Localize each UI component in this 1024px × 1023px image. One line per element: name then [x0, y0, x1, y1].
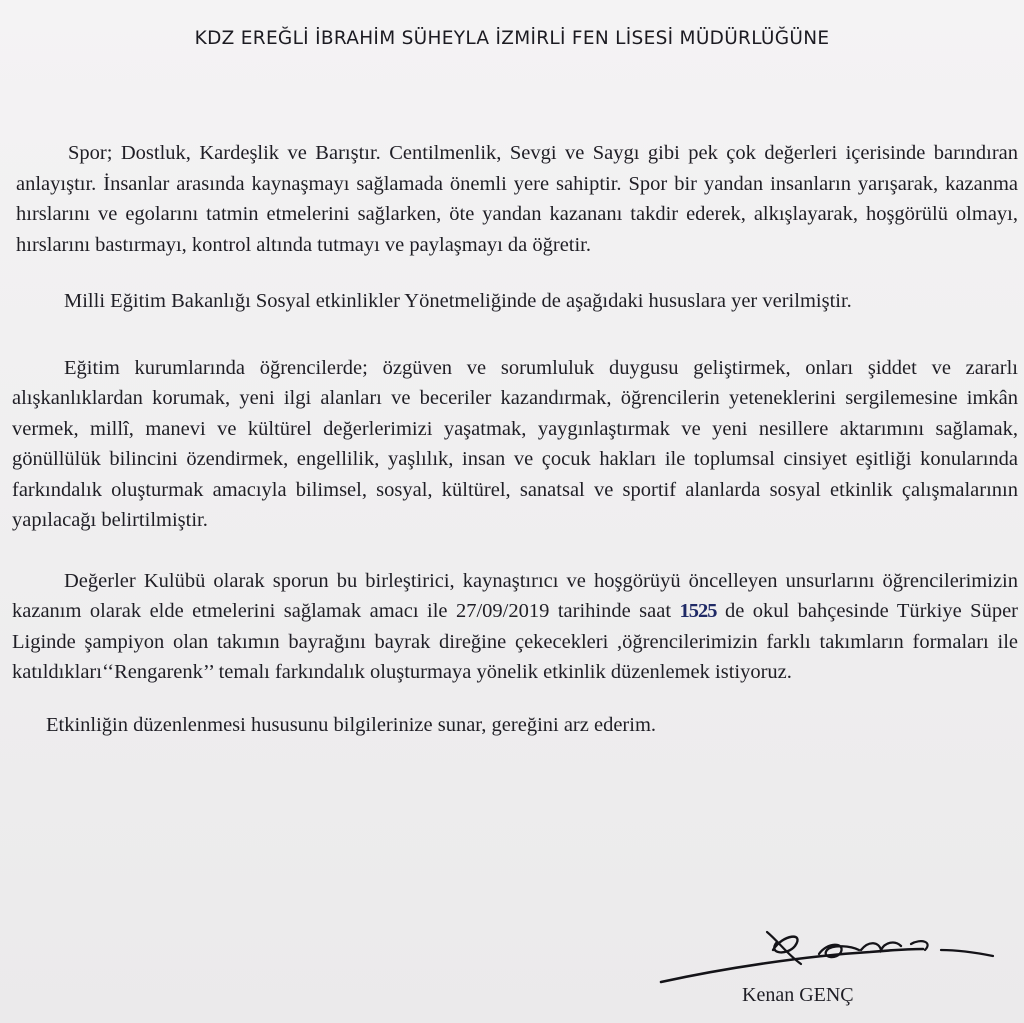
paragraph-4	[12, 566, 1018, 688]
paragraph-3: Eğitim kurumlarında öğrencilerde; özgüven ve sorumluluk duygusu geliştirmek, onları şiddet ve zararlı alışkanlıklardan korumak, yeni ilgi alanları ve beceriler kazandırmak, öğrencilerin yeteneklerini sergilemesine imkân vermek, millî, manevi ve kültürel değerlerimizi yaşatmak, yaygınlaştırmak ve yeni nesillere aktarımını sağlamak, gönüllülük bilincini özendirmek, engellilik, yaşlılık, insan ve çocuk hakları ile toplumsal cinsiyet eşitliği konularında farkındalık oluşturmak amacıyla bilimsel, sosyal, kültürel, sanatsal ve sportif alanlarda sosyal etkinlik çalışmalarının yapılacağı belirtilmiştir.	[12, 356, 1018, 531]
signer-name: Kenan GENÇ	[742, 984, 854, 1006]
paragraph-4-after-time: de okul bahçesinde Türkiye Süper Liginde şampiyon olan takımın bayrağını bayrak direğine çekecekleri ,öğrencilerimizin farklı takımların formaları ile katıldıkları‘‘Rengarenk’’ temalı farkındalık oluşturmaya yönelik etkinlik düzenlemek istiyoruz.	[12, 600, 1018, 683]
paragraph-4-before-time: Değerler Kulübü olarak sporun bu birleştirici, kaynaştırıcı ve hoşgörüyü öncelleyen unsurlarını öğrencilerimizin kazanım olarak elde etmelerini sağlamak amacı ile 27/09/2019 tarihinde saat	[12, 569, 1018, 622]
handwritten-signature	[655, 920, 1000, 990]
paragraph-1: Spor; Dostluk, Kardeşlik ve Barıştır. Centilmenlik, Sevgi ve Saygı gibi pek çok değerleri içerisinde barındıran anlayıştır. İnsanlar arasında kaynaşmayı sağlamada önemli yere sahiptir. Spor bir yandan insanların yarışarak, kazanma hırslarını ve egolarını tatmin etmelerini sağlarken, öte yandan kazananı takdir ederek, alkışlayarak, hoşgörülü olmayı, hırslarını bastırmayı, kontrol altında tutmayı ve paylaşmayı da öğretir.	[16, 142, 1018, 256]
closing-sentence: Etkinliğin düzenlenmesi hususunu bilgilerinize sunar, gereğini arz ederim.	[46, 713, 657, 736]
document-heading: KDZ EREĞLİ İBRAHİM SÜHEYLA İZMİRLİ FEN LİSESİ MÜDÜRLÜĞÜNE	[194, 28, 830, 49]
document-body	[12, 138, 1018, 740]
paragraph-2: Milli Eğitim Bakanlığı Sosyal etkinlikler Yönetmeliğinde de aşağıdaki hususlara yer verilmiştir.	[64, 290, 852, 312]
handwritten-time: 1525	[679, 600, 717, 622]
